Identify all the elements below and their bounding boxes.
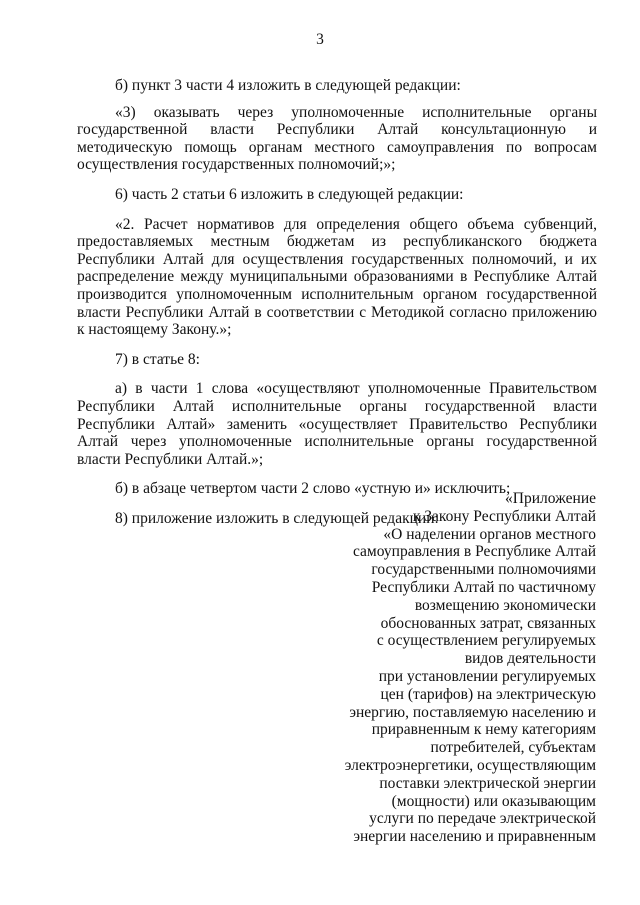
appendix-line: поставки электрической энергии [379, 774, 596, 792]
appendix-line: «О наделении органов местного [383, 525, 596, 543]
appendix-line: цен (тарифов) на электрическую [380, 685, 596, 703]
page-number: 3 [316, 31, 324, 48]
paragraph-b-point-3: б) пункт 3 части 4 изложить в следующей редакции: [115, 77, 461, 94]
appendix-line: электроэнергетики, осуществляющим [344, 756, 596, 774]
appendix-line: с осуществлением регулируемых [376, 632, 596, 650]
appendix-line: «Приложение [505, 490, 596, 507]
appendix-line: Республики Алтай по частичному [371, 578, 596, 596]
paragraph-quoted-part-2: «2. Расчет нормативов для определения общего объема субвенций, предоставляемых местным бюджетам из республиканского бюджета Республики Алтай для осуществления государственных полномочий, и их распределение между муниципальными образованиями в Республике Алтай производится уполномоченным исполнительным органом государственной власти Республики Алтай в соответствии с Методикой согласно приложению к настоящему Закону.»; [77, 215, 597, 339]
appendix-line: (мощности) или оказывающим [391, 792, 596, 810]
body-text [77, 77, 597, 539]
paragraph-quoted-point-3: «3) оказывать через уполномоченные исполнительные органы государственной власти Республики Алтай консультационную и методическую помощь органам местного самоуправления по вопросам осуществления государственных полномочий;»; [77, 103, 597, 174]
appendix-line: к Закону Республики Алтай [412, 507, 596, 525]
appendix-line: услуги по передаче электрической [369, 810, 596, 828]
paragraph-8-appendix: 8) приложение изложить в следующей редакции: [115, 509, 439, 527]
appendix-line: приравненным к нему категориям [371, 721, 596, 739]
appendix-line: государственными полномочиями [371, 561, 596, 579]
appendix-line: самоуправления в Республике Алтай [352, 543, 596, 561]
appendix-header [296, 490, 596, 846]
paragraph-a-part-1: а) в части 1 слова «осуществляют уполномоченные Правительством Республики Алтай исполнительные органы государственной власти Республики Алтай» заменить «осуществляет Правительство Республики Алтай через уполномоченные исполнительные органы государственной власти Республики Алтай.»; [77, 380, 597, 468]
appendix-line: видов деятельности [464, 650, 596, 668]
paragraph-6-article-6: 6) часть 2 статьи 6 изложить в следующей редакции: [115, 185, 464, 203]
paragraph-7-article-8: 7) в статье 8: [115, 350, 200, 368]
appendix-line: возмещению экономически [414, 596, 596, 614]
appendix-line: при установлении регулируемых [378, 667, 596, 685]
appendix-line: потребителей, субъектам [430, 739, 596, 757]
appendix-line: обоснованных затрат, связанных [380, 614, 596, 632]
appendix-line: энергии населению и приравненным [353, 828, 596, 846]
appendix-line: энергию, поставляемую населению и [349, 703, 596, 721]
paragraph-b-part-2: б) в абзаце четвертом части 2 слово «устную и» исключить; [115, 480, 511, 498]
